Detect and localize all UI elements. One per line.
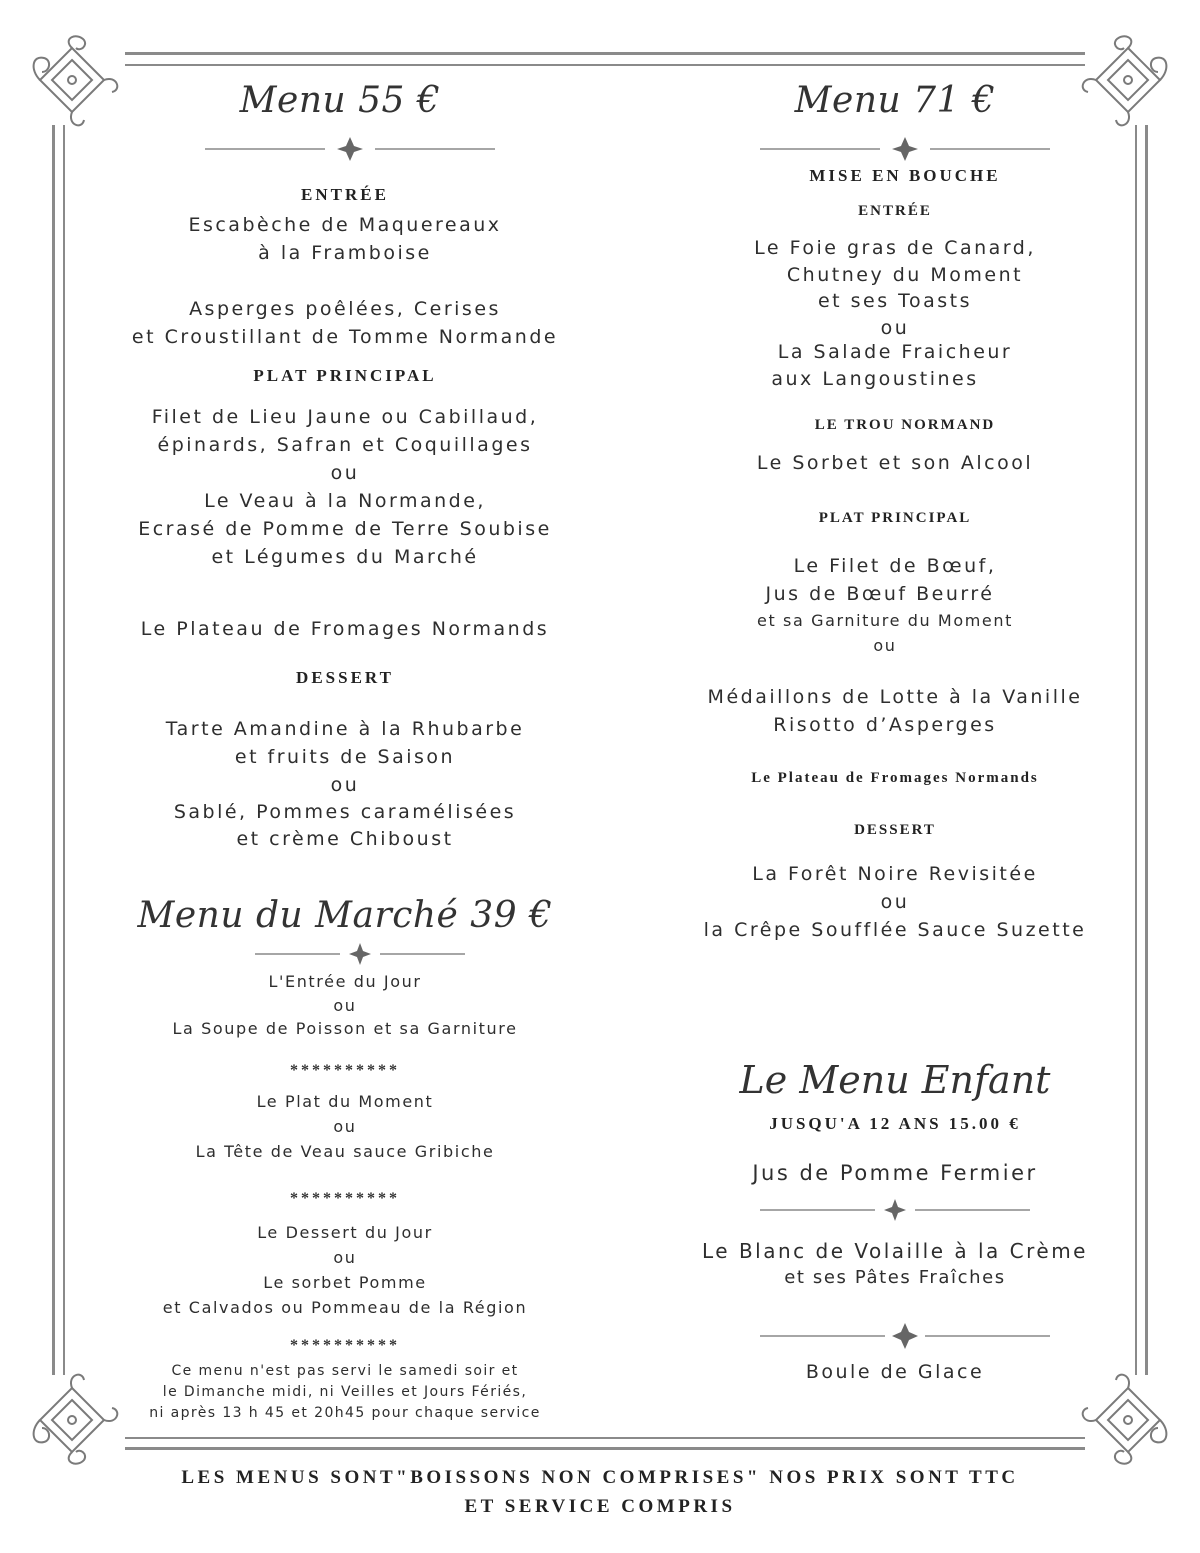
menu-enfant-subtitle: JUSQU'A 12 ANS 15.00 € — [769, 1114, 1021, 1133]
marche-plat-item: Le Plat du Moment — [256, 1092, 434, 1111]
enfant-item: Le Blanc de Volaille à la Crème — [701, 1239, 1088, 1263]
marche-plat-item: ou — [333, 1117, 357, 1136]
frame-bottom-inner — [125, 1437, 1085, 1439]
marche-dessert-item: ou — [333, 1248, 357, 1267]
footer-line: ET SERVICE COMPRIS — [464, 1496, 736, 1517]
menu-marche-title: Menu du Marché 39 € — [137, 895, 553, 936]
footer-line: LES MENUS SONT"BOISSONS NON COMPRISES" NOS PRIX SONT TTC — [181, 1467, 1019, 1488]
marche-plat-item: La Tête de Veau sauce Gribiche — [195, 1142, 495, 1161]
dessert-item: La Forêt Noire Revisitée — [752, 863, 1038, 885]
dessert-heading: DESSERT — [296, 668, 394, 687]
frame-top-outer — [125, 52, 1085, 55]
marche-note: ni après 13 h 45 et 20h45 pour chaque service — [149, 1405, 541, 1421]
plat-item: et Légumes du Marché — [211, 546, 479, 568]
entree-heading: ENTRÉE — [858, 203, 932, 219]
stars-separator: ********** — [290, 1337, 400, 1354]
plat-item: Filet de Lieu Jaune ou Cabillaud, — [151, 406, 539, 428]
plat-item: Le Filet de Bœuf, — [793, 555, 997, 577]
entree-item-2a: Asperges poêlées, Cerises — [189, 298, 501, 320]
menu-enfant-title: Le Menu Enfant — [739, 1058, 1051, 1102]
entree-item: aux Langoustines — [771, 368, 979, 390]
entree-item-1b: à la Framboise — [258, 242, 432, 264]
dessert-item: la Crêpe Soufflée Sauce Suzette — [703, 919, 1087, 941]
dessert-item: Sablé, Pommes caramélisées — [173, 801, 517, 823]
plat-item: épinards, Safran et Coquillages — [157, 434, 533, 456]
entree-item-1a: Escabèche de Maquereaux — [188, 214, 502, 236]
trou-normand-heading: LE TROU NORMAND — [814, 417, 996, 433]
plat-item: Le Veau à la Normande, — [204, 490, 486, 512]
dessert-item: ou — [330, 774, 360, 796]
stars-separator: ********** — [290, 1062, 400, 1079]
menu-55-title: Menu 55 € — [239, 80, 441, 121]
marche-note: le Dimanche midi, ni Veilles et Jours Fériés, — [162, 1384, 528, 1400]
dessert-item: et fruits de Saison — [234, 746, 456, 768]
plat-item: Risotto d’Asperges — [773, 714, 997, 736]
ornament-divider — [205, 136, 495, 162]
entree-heading: ENTRÉE — [301, 185, 389, 204]
entree-item: ou — [880, 317, 910, 339]
plat-heading: PLAT PRINCIPAL — [818, 510, 972, 526]
frame-top-inner — [125, 64, 1085, 66]
entree-item-2b: et Croustillant de Tomme Normande — [131, 326, 559, 348]
plat-item: et sa Garniture du Moment — [757, 611, 1013, 630]
dessert-item: et crème Chiboust — [236, 828, 454, 850]
marche-entree-item: L'Entrée du Jour — [268, 972, 422, 991]
frame-bottom-outer — [125, 1447, 1085, 1450]
plat-item: Ecrasé de Pomme de Terre Soubise — [138, 518, 552, 540]
entree-item: et ses Toasts — [817, 290, 973, 312]
fromage-item: Le Plateau de Fromages Normands — [751, 770, 1039, 786]
footer-note — [100, 1463, 1100, 1521]
marche-entree-item: La Soupe de Poisson et sa Garniture — [172, 1019, 518, 1038]
dessert-item: ou — [880, 891, 910, 913]
marche-entree-item: ou — [333, 996, 357, 1015]
plat-item: ou — [873, 636, 897, 655]
trou-normand-item: Le Sorbet et son Alcool — [756, 452, 1034, 474]
plat-item: ou — [330, 462, 360, 484]
enfant-item: Jus de Pomme Fermier — [752, 1161, 1038, 1185]
menu-71-title: Menu 71 € — [794, 80, 996, 121]
enfant-item: et ses Pâtes Fraîches — [784, 1267, 1006, 1288]
ornament-divider — [760, 136, 1050, 162]
plat-item: Médaillons de Lotte à la Vanille — [707, 686, 1083, 708]
enfant-item: Boule de Glace — [805, 1361, 985, 1383]
marche-dessert-item: et Calvados ou Pommeau de la Région — [162, 1298, 528, 1317]
marche-dessert-item: Le Dessert du Jour — [257, 1223, 433, 1242]
entree-item: Chutney du Moment — [786, 264, 1024, 286]
ornament-divider — [255, 942, 465, 966]
stars-separator: ********** — [290, 1190, 400, 1207]
dessert-heading: DESSERT — [854, 822, 936, 838]
marche-dessert-item: Le sorbet Pomme — [263, 1273, 427, 1292]
entree-item: Le Foie gras de Canard, — [754, 237, 1036, 259]
plat-item: Jus de Bœuf Beurré — [765, 583, 995, 605]
plat-heading: PLAT PRINCIPAL — [253, 366, 437, 385]
dessert-item: Tarte Amandine à la Rhubarbe — [165, 718, 525, 740]
entree-item: La Salade Fraicheur — [777, 341, 1013, 363]
ornament-divider — [760, 1322, 1050, 1350]
ornament-divider — [760, 1198, 1030, 1222]
mise-en-bouche-heading: MISE EN BOUCHE — [809, 166, 1001, 185]
fromage-item: Le Plateau de Fromages Normands — [140, 618, 550, 640]
marche-note: Ce menu n'est pas servi le samedi soir et — [171, 1363, 519, 1379]
frame-left-outer — [52, 125, 55, 1375]
